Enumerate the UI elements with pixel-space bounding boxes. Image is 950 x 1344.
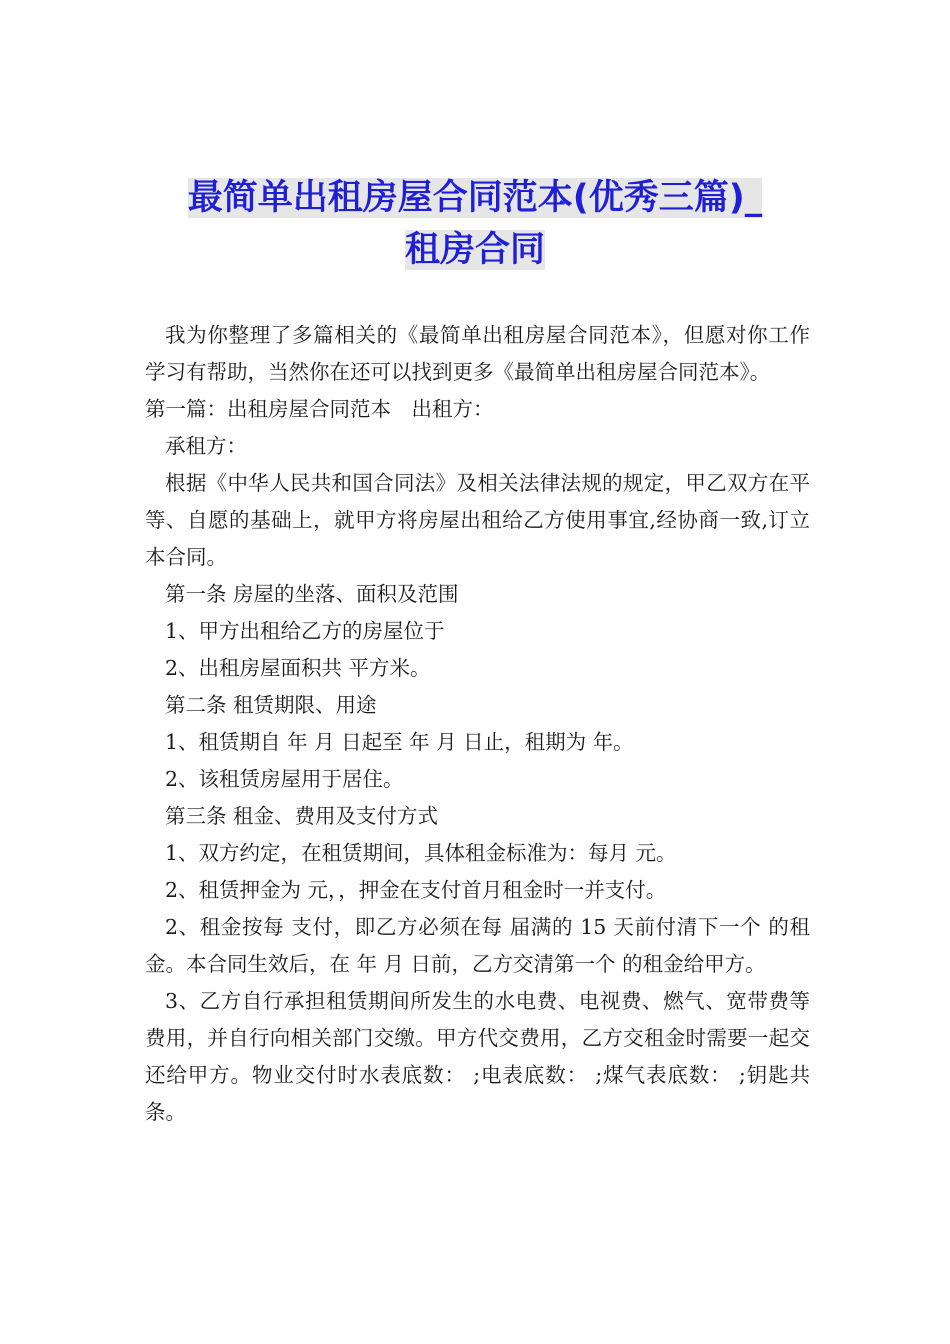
article-1-heading: 第一条 房屋的坐落、面积及范围 xyxy=(165,582,459,606)
contract-preamble: 根据《中华人民共和国合同法》及相关法律法规的规定，甲乙双方在平等、自愿的基础上，就甲方将房屋出租给乙方使用事宜,经协商一致,订立本合同。 xyxy=(145,471,810,569)
article-3-item-1: 1、双方约定，在租赁期间，具体租金标准为：每月 元。 xyxy=(165,841,677,865)
article-3-item-3: 3、乙方自行承担租赁期间所发生的水电费、电视费、燃气、宽带费等费用，并自行向相关部门交缴。甲方代交费用，乙方交租金时需要一起交还给甲方。物业交付时水表底数： ;电表底数： ;煤气表底数： ;钥匙共 条。 xyxy=(145,989,810,1124)
article-1-item-2: 2、出租房屋面积共 平方米。 xyxy=(165,656,431,680)
article-2-item-1: 1、租赁期自 年 月 日起至 年 月 日止，租期为 年。 xyxy=(165,730,634,754)
article-3-item-2b: 2、租金按每 支付，即乙方必须在每 届满的 15 天前付清下一个 的租金。本合同生效后，在 年 月 日前，乙方交清第一个 的租金给甲方。 xyxy=(145,915,810,976)
article-3-item-2: 2、租赁押金为 元，，押金在支付首月租金时一并支付。 xyxy=(165,878,667,902)
article-2-item-2: 2、该租赁房屋用于居住。 xyxy=(165,767,404,791)
article-1-item-1: 1、甲方出租给乙方的房屋位于 xyxy=(165,619,445,643)
section-heading-first: 第一篇：出租房屋合同范本 出租方： xyxy=(145,397,494,421)
title-line-2: 租房合同 xyxy=(404,230,545,270)
party-tenant: 承租方： xyxy=(165,434,247,458)
document-body xyxy=(145,317,810,1131)
article-2-heading: 第二条 租赁期限、用途 xyxy=(165,693,377,717)
article-3-heading: 第三条 租金、费用及支付方式 xyxy=(165,804,439,828)
intro-paragraph: 我为你整理了多篇相关的《最简单出租房屋合同范本》，但愿对你工作学习有帮助，当然你在还可以找到更多《最简单出租房屋合同范本》。 xyxy=(145,323,810,384)
document-title xyxy=(140,172,810,276)
title-line-1: 最简单出租房屋合同范本(优秀三篇)_ xyxy=(187,178,763,218)
